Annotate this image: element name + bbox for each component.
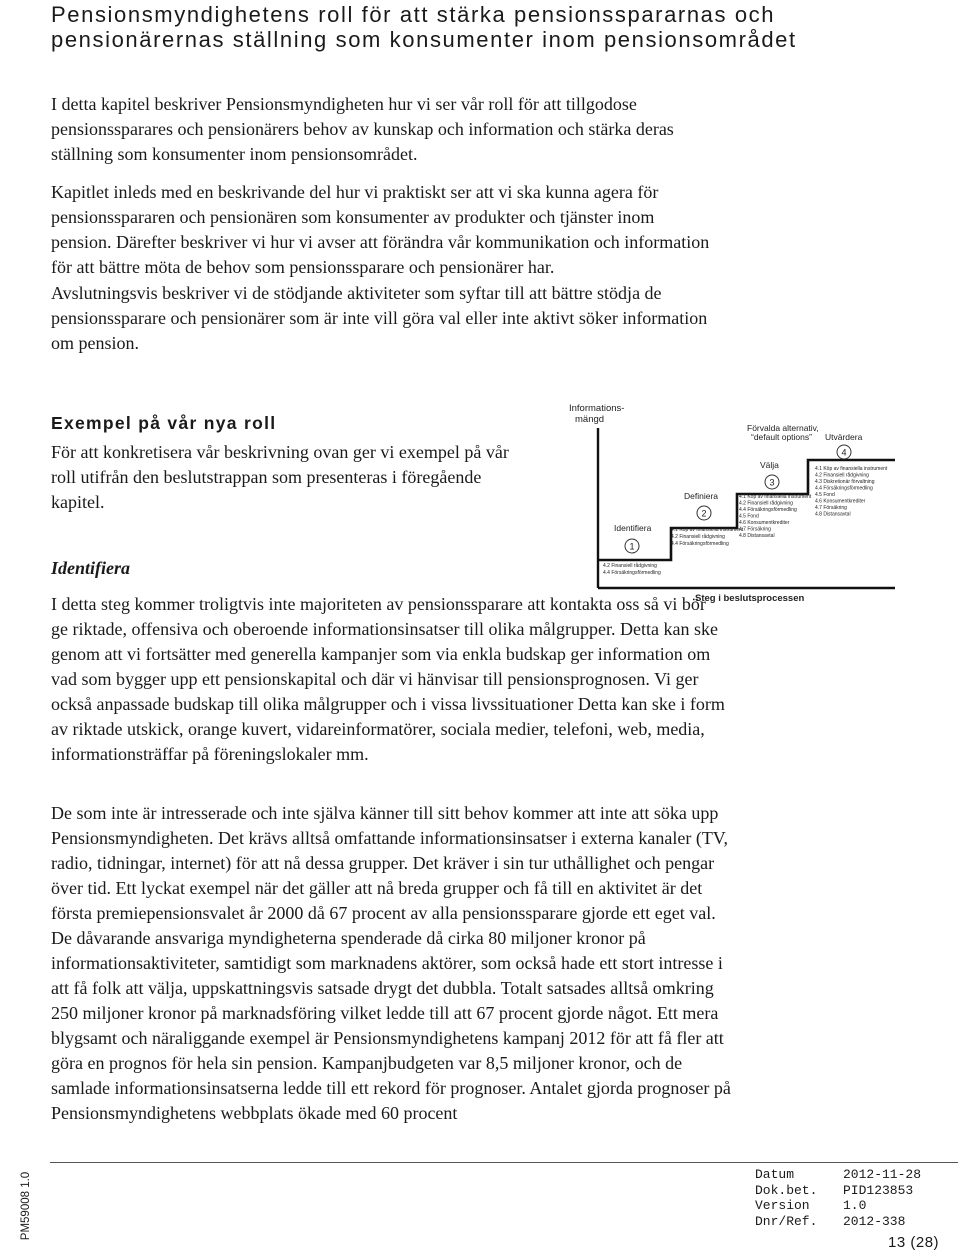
document-meta bbox=[755, 1167, 921, 1229]
step-1-item: 4.4 Försäkringsförmedling bbox=[603, 570, 661, 576]
step-4-item: 4.6 Konsumentkrediter bbox=[815, 498, 866, 505]
document-code: PM59008 1.0 bbox=[20, 1171, 32, 1241]
meta-key: Dnr/Ref. bbox=[755, 1213, 818, 1229]
meta-row-docref bbox=[755, 1183, 921, 1199]
footer-divider bbox=[50, 1162, 958, 1163]
step-3-item: 4.2 Finansiell rådgivning bbox=[739, 500, 793, 507]
body-paragraph-2: Kapitlet inleds med en beskrivande del hur vi praktiskt ser att vi ska kunna agera för pensionsspararen och pensionären som konsumenter av produkter och tjänster inom pension. Därefter beskriver vi hur vi avser att förändra vår kommunikation och information för att bättre möta de behov som pensionssparare och pensionärer har. bbox=[51, 182, 710, 277]
meta-row-date bbox=[755, 1167, 921, 1183]
step-3-item: 4.5 Fond bbox=[739, 513, 759, 520]
step-1-number: 1 bbox=[629, 541, 635, 552]
body-paragraph-3: Avslutningsvis beskriver vi de stödjande aktiviteter som syftar till att bättre stödja de pensionssparare och pensionärer som är inte vill göra val eller inte aktivt söker information om pension. bbox=[51, 283, 708, 353]
step-4-item: 4.7 Försäkring bbox=[815, 505, 847, 511]
meta-key: Datum bbox=[755, 1167, 795, 1182]
step-4-item: 4.5 Fond bbox=[815, 492, 835, 498]
campaign-paragraph: De som inte är intresserade och inte själva känner till sitt behov kommer att inte att söka upp Pensionsmyndigheten. Det krävs alltså omfattande informationsinsatser i externa kanaler (TV, radio, tidningar, internet) för att nå dessa grupper. Det kräver i sin tur uthållighet och pengar över tid. Ett lyckat exempel när det gäller att nå breda grupper och få till en aktivitet är det första premiepensionsvalet år 2000 då 67 procent av alla pensionssparare gjorde ett eget val. De dåvarande ansvariga myndigheterna spenderade då cirka 80 miljoner kronor på informationsaktiviteter, samtidigt som marknadens aktörer, som också hade ett stort intresse i att få folk att välja, uppskattningsvis satsade drygt det dubbla. Totalt satsades alltså omkring 250 miljoner kronor på marknadsföring vilket ledde till att 67 procent gjorde något. Ett mera blygsamt och näraliggande exempel är Pensionsmyndighetens kampanj 2012 för att få fler att göra en prognos för hela sin pension. Kampanjbudgeten var 8,5 miljoner kronor, och de samlade informationsinsatserna ledde till ett rekord för prognoser. Antalet gjorda prognoser på Pensionsmyndighetens webbplats ökade med 60 procent bbox=[51, 803, 731, 1123]
step-3-item: 4.1 Köp av finansiella instrument bbox=[739, 494, 812, 500]
meta-key: Version bbox=[755, 1198, 810, 1213]
default-options-label-1: Förvalda alternativ, bbox=[747, 423, 819, 433]
x-axis-label: Steg i beslutsprocessen bbox=[695, 593, 805, 604]
step-2-item: 4.2 Finansiell rådgivning bbox=[671, 534, 725, 540]
step-3-item: 4.4 Försäkringsförmedling bbox=[739, 507, 797, 513]
y-axis-label-2: mängd bbox=[575, 414, 605, 425]
example-heading: Exempel på vår nya roll bbox=[51, 413, 277, 433]
decision-staircase-diagram bbox=[555, 398, 900, 606]
step-3-number: 3 bbox=[769, 477, 775, 488]
y-axis-label-1: Informations- bbox=[569, 403, 625, 414]
step-4-item: 4.4 Försäkringsförmedling bbox=[815, 485, 873, 492]
meta-value: PID123853 bbox=[843, 1182, 914, 1198]
page-title: Pensionsmyndighetens roll för att stärka pensionsspararnas och pensionärernas ställning som konsumenter inom pensionsområdet bbox=[51, 2, 797, 52]
step-4-item: 4.8 Distansavtal bbox=[815, 511, 851, 518]
step-2-name: Definiera bbox=[684, 491, 719, 501]
step-3-name: Välja bbox=[760, 460, 779, 470]
example-paragraph: För att konkretisera vår beskrivning ovan ger vi exempel på vår roll utifrån den beslutstrappan som presenteras i föregående kapitel. bbox=[51, 442, 509, 512]
step-2-item: 4.4 Försäkringsförmedling bbox=[671, 541, 729, 547]
step-4-number: 4 bbox=[841, 447, 847, 458]
meta-value: 2012-338 bbox=[843, 1213, 906, 1229]
meta-value: 2012-11-28 bbox=[843, 1167, 922, 1182]
step-2-item: 4.1 Köp av finansiella instrument bbox=[671, 527, 744, 533]
step-4-item: 4.3 Diskretionär förvaltning bbox=[815, 479, 875, 485]
intro-paragraph: I detta kapitel beskriver Pensionsmyndigheten hur vi ser vår roll för att tillgodose pensionssparares och pensionärers behov av kunskap och information och stärka deras ställning som konsumenter inom pensionsområdet. bbox=[51, 94, 674, 164]
meta-value: 1.0 bbox=[843, 1198, 867, 1213]
step-4-item: 4.1 Köp av finansiella instrument bbox=[815, 466, 888, 472]
step-3-item: 4.7 Försäkring bbox=[739, 526, 771, 533]
page-number: 13 (28) bbox=[888, 1234, 940, 1251]
step-1-item: 4.2 Finansiell rådgivning bbox=[603, 563, 657, 569]
step-3-item: 4.6 Konsumentkrediter bbox=[739, 520, 790, 526]
meta-row-dnr bbox=[755, 1214, 921, 1230]
step-1-name: Identifiera bbox=[614, 523, 652, 533]
step-2-number: 2 bbox=[701, 508, 707, 519]
step-3-item: 4.8 Distansavtal bbox=[739, 533, 775, 539]
identifiera-subheading: Identifiera bbox=[51, 558, 130, 578]
step-4-name: Utvärdera bbox=[825, 432, 863, 442]
identifiera-paragraph: I detta steg kommer troligtvis inte majoriteten av pensionssparare att kontakta oss så vi bör ge riktade, offensiva och oberoende informationsinsatser till olika målgrupper. Detta kan ske genom att vi fortsätter med generella kampanjer som via enkla budskap ger information om vad som bygger upp ett pensionskapital och där vi hänvisar till pensionsprognosen. Vi ger också anpassade budskap till olika målgrupper och i vissa livssituationer Detta kan ske i form av riktade utskick, orange kuvert, vidareinformatörer, sociala medier, telefoni, web, media, informationsträffar på föreningslokaler mm. bbox=[51, 594, 725, 764]
default-options-label-2: “default options” bbox=[751, 432, 812, 442]
meta-key: Dok.bet. bbox=[755, 1182, 818, 1198]
meta-row-version bbox=[755, 1198, 921, 1214]
step-4-item: 4.2 Finansiell rådgivning bbox=[815, 472, 869, 479]
